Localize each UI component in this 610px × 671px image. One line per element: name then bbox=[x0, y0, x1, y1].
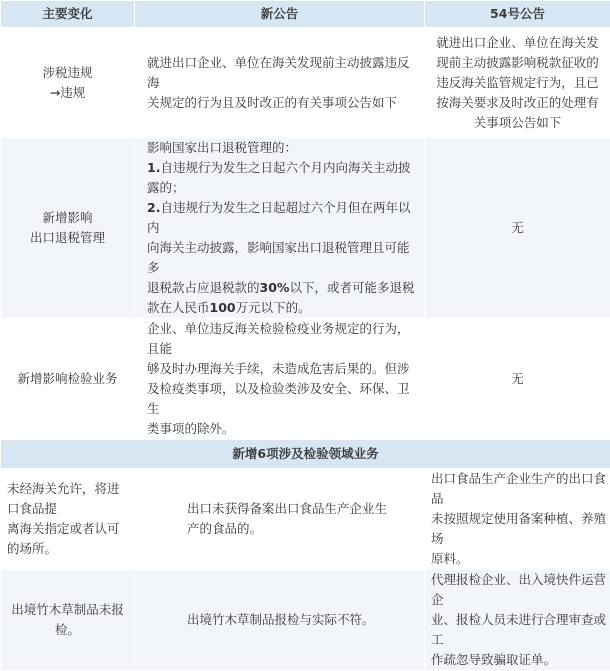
row4-col1: 未经海关允许，将进口食品提 离海关指定或者认可的场所。 bbox=[1, 469, 135, 570]
row3-notice-54: 无 bbox=[425, 319, 610, 440]
table-row bbox=[1, 570, 610, 671]
header-new-notice: 新公告 bbox=[135, 1, 425, 28]
table-row bbox=[1, 138, 610, 319]
row2-notice-54: 无 bbox=[425, 138, 610, 319]
table-row bbox=[1, 469, 610, 570]
row2-new-notice: 影响国家出口退税管理的： 1.自违规行为发生之日起六个月内向海关主动披露的； 2.自违规行为发生之日起超过六个月但在两年以内 向海关主动披露，影响国家出口退税管理且可能多 退税款占应退税款的30%以下，或者可能多退税 款在人民币100万元以下的。 bbox=[135, 138, 425, 319]
section-header-row bbox=[1, 440, 610, 469]
row3-new-notice: 企业、单位违反海关检验检疫业务规定的行为，且能 够及时办理海关手续，未造成危害后果的。但涉 及检疫类事项，以及检验类涉及安全、环保、卫生 类事项的除外。 bbox=[135, 319, 425, 440]
row2-main-change: 新增影响 出口退税管理 bbox=[1, 138, 135, 319]
row5-col1: 出境竹木草制品未报检。 bbox=[1, 570, 135, 671]
table-row bbox=[1, 319, 610, 440]
row5-col2: 出境竹木草制品报检与实际不符。 bbox=[135, 570, 425, 671]
table-row bbox=[1, 28, 610, 138]
row1-notice-54: 就进出口企业、单位在海关发 现前主动披露影响税款征收的 违反海关监管规定行为，且已 按海关要求及时改正的处理有 关事项公告如下 bbox=[425, 28, 610, 138]
table-header-row bbox=[1, 1, 610, 28]
row4-col2: 出口未获得备案出口食品生产企业生 产的食品的。 bbox=[135, 469, 425, 570]
row4-col3: 出口食品生产企业生产的出口食品 未按照规定使用备案种植、养殖场 原料。 bbox=[425, 469, 610, 570]
section-title: 新增6项涉及检验领域业务 bbox=[1, 440, 610, 469]
row1-new-notice: 就进出口企业、单位在海关发现前主动披露违反海 关规定的行为且及时改正的有关事项公告如下 bbox=[135, 28, 425, 138]
row1-main-change: 涉税违规 →违规 bbox=[1, 28, 135, 138]
header-notice-54: 54号公告 bbox=[425, 1, 610, 28]
row3-main-change: 新增影响检验业务 bbox=[1, 319, 135, 440]
header-main-change: 主要变化 bbox=[1, 1, 135, 28]
row5-col3: 代理报检企业、出入境快件运营企 业、报检人员未进行合理审查或工 作疏忽导致骗取证单。 bbox=[425, 570, 610, 671]
